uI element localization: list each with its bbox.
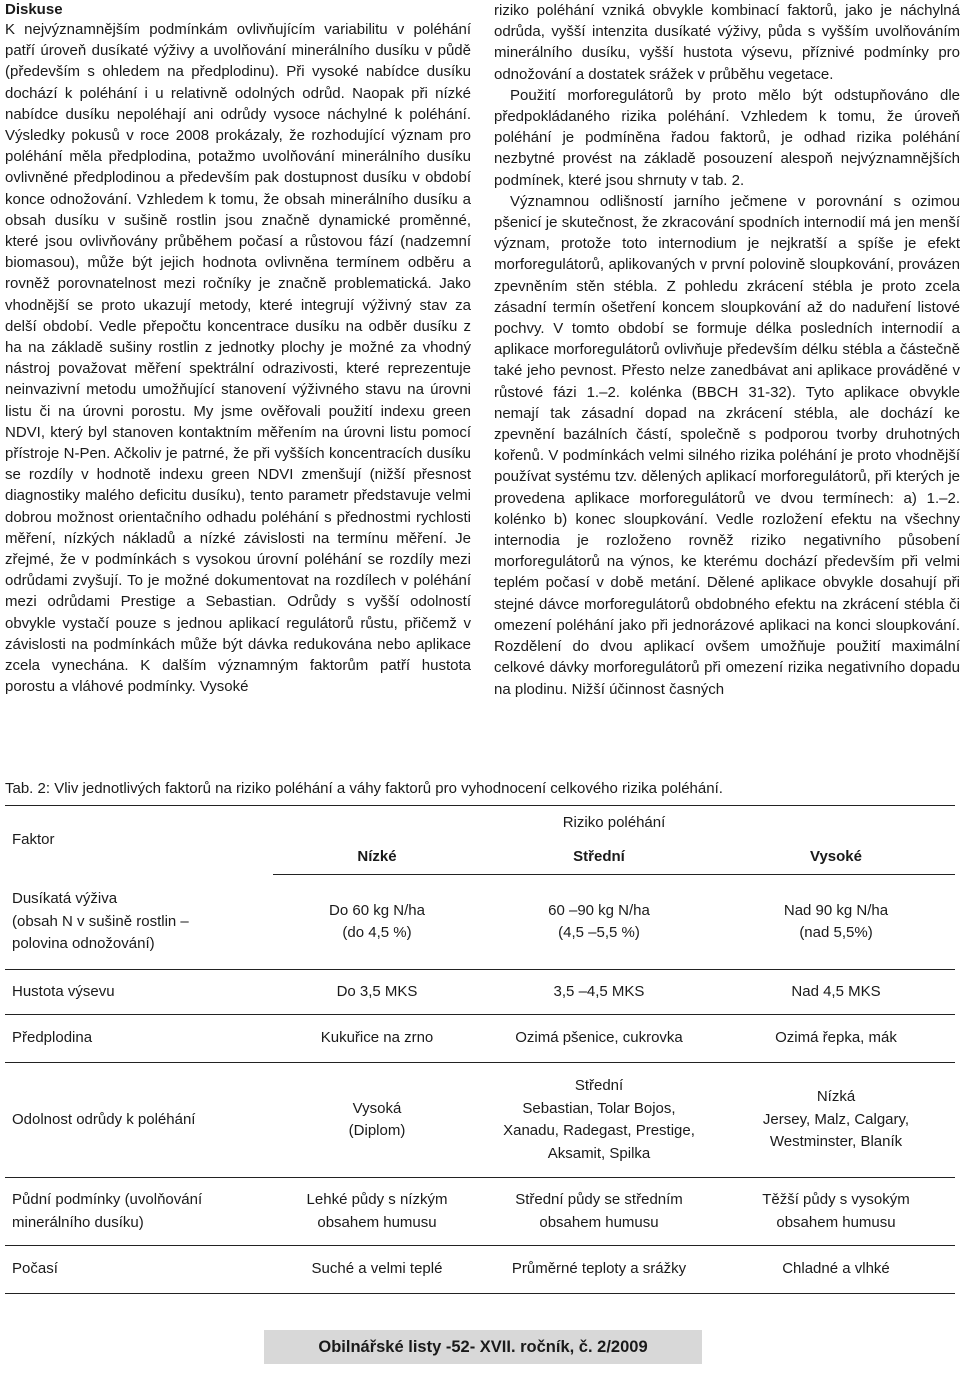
- cell-line: Suché a velmi teplé: [311, 1260, 443, 1278]
- table-row: [5, 1063, 955, 1178]
- right-paragraph-1: riziko poléhání vzniká obvykle kombinací faktorů, jako je náchylná odrůda, vyšší intenzita dusíkaté výživy, půda s vyšším uvolňováním minerálního dusíku, vyšší hustota výsevu, příznivé podmínky pro odnožování a dostatek srážek v průběhu vegetace.: [494, 2, 960, 83]
- cell-line: Lehké půdy s nízkým: [306, 1191, 448, 1208]
- cell-line: Dusíkatá výživa: [12, 890, 118, 907]
- cell-low: [273, 1015, 481, 1063]
- cell-mid: [481, 1178, 717, 1246]
- cell-line: Střední: [574, 1077, 624, 1094]
- table-body: [5, 875, 955, 1294]
- table-row: [5, 875, 955, 970]
- header-low: Nízké: [273, 841, 481, 875]
- cell-line: (4,5 –5,5 %): [558, 924, 640, 941]
- cell-high: [717, 1063, 955, 1178]
- right-column: [494, 0, 960, 700]
- table-row: [5, 1015, 955, 1063]
- cell-high: [717, 875, 955, 970]
- section-heading: Diskuse: [5, 1, 63, 18]
- cell-line: Jersey, Malz, Calgary,: [762, 1110, 910, 1128]
- cell-high: [717, 1246, 955, 1294]
- cell-mid: [481, 1063, 717, 1178]
- cell-line: 3,5 –4,5 MKS: [553, 982, 645, 1000]
- right-paragraph-3: Významnou odlišností jarního ječmene v porovnání s ozimou pšenicí je skutečnost, že zkracování spodních internodií má jen menší význam, protože toto internodium je nejkratší a spíše je efekt morforegulátorů, aplikovaných v první polovině sloupkování, provázen zpevněním stěn stébla. Z pohledu zkrácení stébla je proto zcela zásadní termín ošetření koncem sloupkování až do naduření listové pochvy. V tomto období se formuje délka posledních internodií a aplikace morforegulátorů ovlivňuje především délku stébla a částečně také jeho pevnost. Přesto nelze zanedbávat ani aplikace prováděné v růstové fázi 1.–2. kolénka (BBCH 31-32). Tyto aplikace obvykle nemají tak zásadní dopad na zkrácení stébla, ale dochází ke zpevnění bazálních částí, společně s podporou tvorby druhotných kořenů. V podmínkách velmi silného rizika poléhání je proto vhodnější používat systému tzv. dělených aplikací morforegulátorů, při kterých je provedena aplikace morforegulátorů ve dvou termínech: a) 1.–2. kolénko b) konec sloupkování. Vedle rozložení efektu na všechny internodia je rozloženo rovněž riziko negativního působení morforegulátorů na výnos, ke kterému dochází především při velmi teplém počasí v době metání. Dělené aplikace obvykle dosahují při stejné dávce morforegulátorů obdobného efektu na zkrácení stébla či omezení poléhání jako při jednorázové aplikaci na konci sloupkování. Rozdělení do dvou aplikací ovšem umožňuje použití maximální celkové dávky morforegulátorů při omezení rizika negativního dopadu na plodinu. Nižší účinnost časných: [494, 192, 960, 698]
- cell-line: obsahem humusu: [539, 1213, 659, 1231]
- cell-line: Vysoká: [352, 1099, 402, 1117]
- cell-low: [273, 875, 481, 970]
- cell-high: [717, 970, 955, 1015]
- right-paragraph-2: Použití morforegulátorů by proto mělo být odstupňováno dle předpokládaného rizika poléhání. Vzhledem k tomu, že úroveň poléhání je podmíněna řadou faktorů, je odhad rizika poléhání nezbytné provést na základě posouzení alespoň nejvýznamnějších podmínek, které jsou shrnuty v tab. 2.: [494, 86, 960, 189]
- cell-line: Kukuřice na zrno: [320, 1029, 434, 1047]
- left-column: [5, 0, 471, 698]
- cell-line: (do 4,5 %): [342, 924, 412, 941]
- cell-line: Odolnost odrůdy k poléhání: [12, 1110, 196, 1128]
- header-risk-group: Riziko poléhání: [273, 806, 955, 841]
- table-row: [5, 970, 955, 1015]
- cell-line: Ozimá řepka, mák: [775, 1029, 897, 1047]
- cell-line: (Diplom): [348, 1122, 406, 1139]
- cell-line: (obsah N v sušině rostlin –: [12, 912, 189, 930]
- cell-line: obsahem humusu: [776, 1213, 896, 1231]
- risk-factors-table: [5, 805, 955, 1294]
- cell-factor: [5, 1063, 273, 1178]
- cell-factor: [5, 1178, 273, 1246]
- cell-factor: [5, 1015, 273, 1063]
- cell-line: (nad 5,5%): [799, 924, 873, 941]
- header-factor: Faktor: [5, 806, 273, 875]
- cell-low: [273, 1178, 481, 1246]
- table-caption: Tab. 2: Vliv jednotlivých faktorů na riziko poléhání a váhy faktorů pro vyhodnocení celkového rizika poléhání.: [5, 780, 723, 797]
- cell-line: minerálního dusíku): [12, 1213, 144, 1231]
- cell-line: Do 3,5 MKS: [336, 982, 418, 1000]
- cell-line: Chladné a vlhké: [782, 1260, 890, 1278]
- page-footer: Obilnářské listy -52- XVII. ročník, č. 2/2009: [264, 1330, 702, 1364]
- cell-factor: [5, 1246, 273, 1294]
- cell-mid: [481, 1246, 717, 1294]
- cell-high: [717, 1178, 955, 1246]
- cell-line: Střední půdy se středním: [515, 1191, 683, 1208]
- cell-line: Půdní podmínky (uvolňování: [12, 1191, 203, 1208]
- cell-line: 60 –90 kg N/ha: [548, 901, 650, 919]
- cell-line: Hustota výsevu: [12, 982, 115, 1000]
- cell-line: Těžší půdy s vysokým: [762, 1191, 910, 1208]
- table-row: [5, 1178, 955, 1246]
- cell-line: obsahem humusu: [317, 1213, 437, 1231]
- cell-line: Nízká: [816, 1088, 856, 1106]
- cell-line: Nad 4,5 MKS: [791, 982, 881, 1000]
- header-mid: Střední: [481, 841, 717, 875]
- cell-factor: [5, 875, 273, 970]
- cell-line: Počasí: [12, 1260, 58, 1278]
- cell-line: Westminster, Blaník: [769, 1133, 903, 1151]
- cell-low: [273, 970, 481, 1015]
- cell-mid: [481, 970, 717, 1015]
- cell-high: [717, 1015, 955, 1063]
- header-high: Vysoké: [717, 841, 955, 875]
- cell-line: Aksamit, Spilka: [547, 1144, 651, 1162]
- cell-line: Do 60 kg N/ha: [329, 901, 425, 919]
- cell-line: Průměrné teploty a srážky: [511, 1260, 687, 1278]
- cell-line: polovina odnožování): [12, 935, 155, 952]
- cell-mid: [481, 875, 717, 970]
- table-row: [5, 1246, 955, 1294]
- cell-factor: [5, 970, 273, 1015]
- cell-line: Nad 90 kg N/ha: [783, 901, 889, 919]
- cell-line: Předplodina: [12, 1029, 93, 1047]
- cell-mid: [481, 1015, 717, 1063]
- cell-line: Ozimá pšenice, cukrovka: [515, 1029, 683, 1047]
- cell-line: Xanadu, Radegast, Prestige,: [503, 1122, 695, 1139]
- cell-low: [273, 1063, 481, 1178]
- left-paragraph-1: K nejvýznamnějším podmínkám ovlivňujícím variabilitu v poléhání patří úroveň dusíkaté výživy a uvolňování minerálního dusíku v půdě (především s ohledem na předplodinu). Při vysoké nabídce dusíku dochází k poléhání i u relativně odolných odrůd. Naopak při nízké nabídce dusíku nepoléhají ani odrůdy vysoce náchylné k poléhání. Výsledky pokusů v roce 2008 prokázaly, že rozhodující význam pro poléhání měla předplodina, potažmo uvolňování minerálního dusíku ovlivněné předplodinou a především pak dostupnost dusíku v období konce odnožování. Vzhledem k tomu, že obsah minerálního dusíku a obsah dusíku v sušině rostlin jsou značně dynamické proměnné, které jsou ovlivňovány průběhem počasí a růstovou fází (nadzemní biomasou), může být jejich hodnota ovlivněna termínem odběru a rovněž porovnatelnost mezi ročníky je značně problematická. Jako vhodnější se proto ukazují metody, které integrují výživný stav za delší období. Vedle přepočtu koncentrace dusíku na odběr dusíku z ha na základě sušiny rostlin z jednotky plochy je možné za vhodný nástroj považovat měření spektrální odrazivosti, které reprezentuje neinvazivní metodu umožňující stanovení výživného stavu na úrovni listu či na úrovni porostu. My jsme ověřovali použití indexu green NDVI, který byl stanoven kontaktním měřením na úrovni listu pomocí přístroje N-Pen. Ačkoliv je patrné, že při vyšších koncentracích dusíku se rozdíly v hodnotě indexu green NDVI zmenšují (nižší přesnost diagnostiky malého deficitu dusíku), tento parametr představuje velmi dobrou možnost orientačního odhadu poléhání s přednostmi rychlosti měření, nízkých nákladů a nízké závislosti na termínu měření. Je zřejmé, že v podmínkách s vysokou úrovní poléhání se rozdíly mezi odrůdami zvyšují. To je možné dokumentovat na rozdílech v poléhání mezi odrůdami Prestige a Sebastian. Odrůdy s vyšší odolností obvykle vystačí pouze s jednou aplikací regulátorů růstu, přičemž v závislosti na podmínkách může být dávka redukována nebo aplikace zcela vynechána. K dalším významným faktorům patří hustota porostu a vláhové podmínky. Vysoké: [5, 21, 471, 696]
- cell-line: Sebastian, Tolar Bojos,: [522, 1099, 676, 1117]
- cell-low: [273, 1246, 481, 1294]
